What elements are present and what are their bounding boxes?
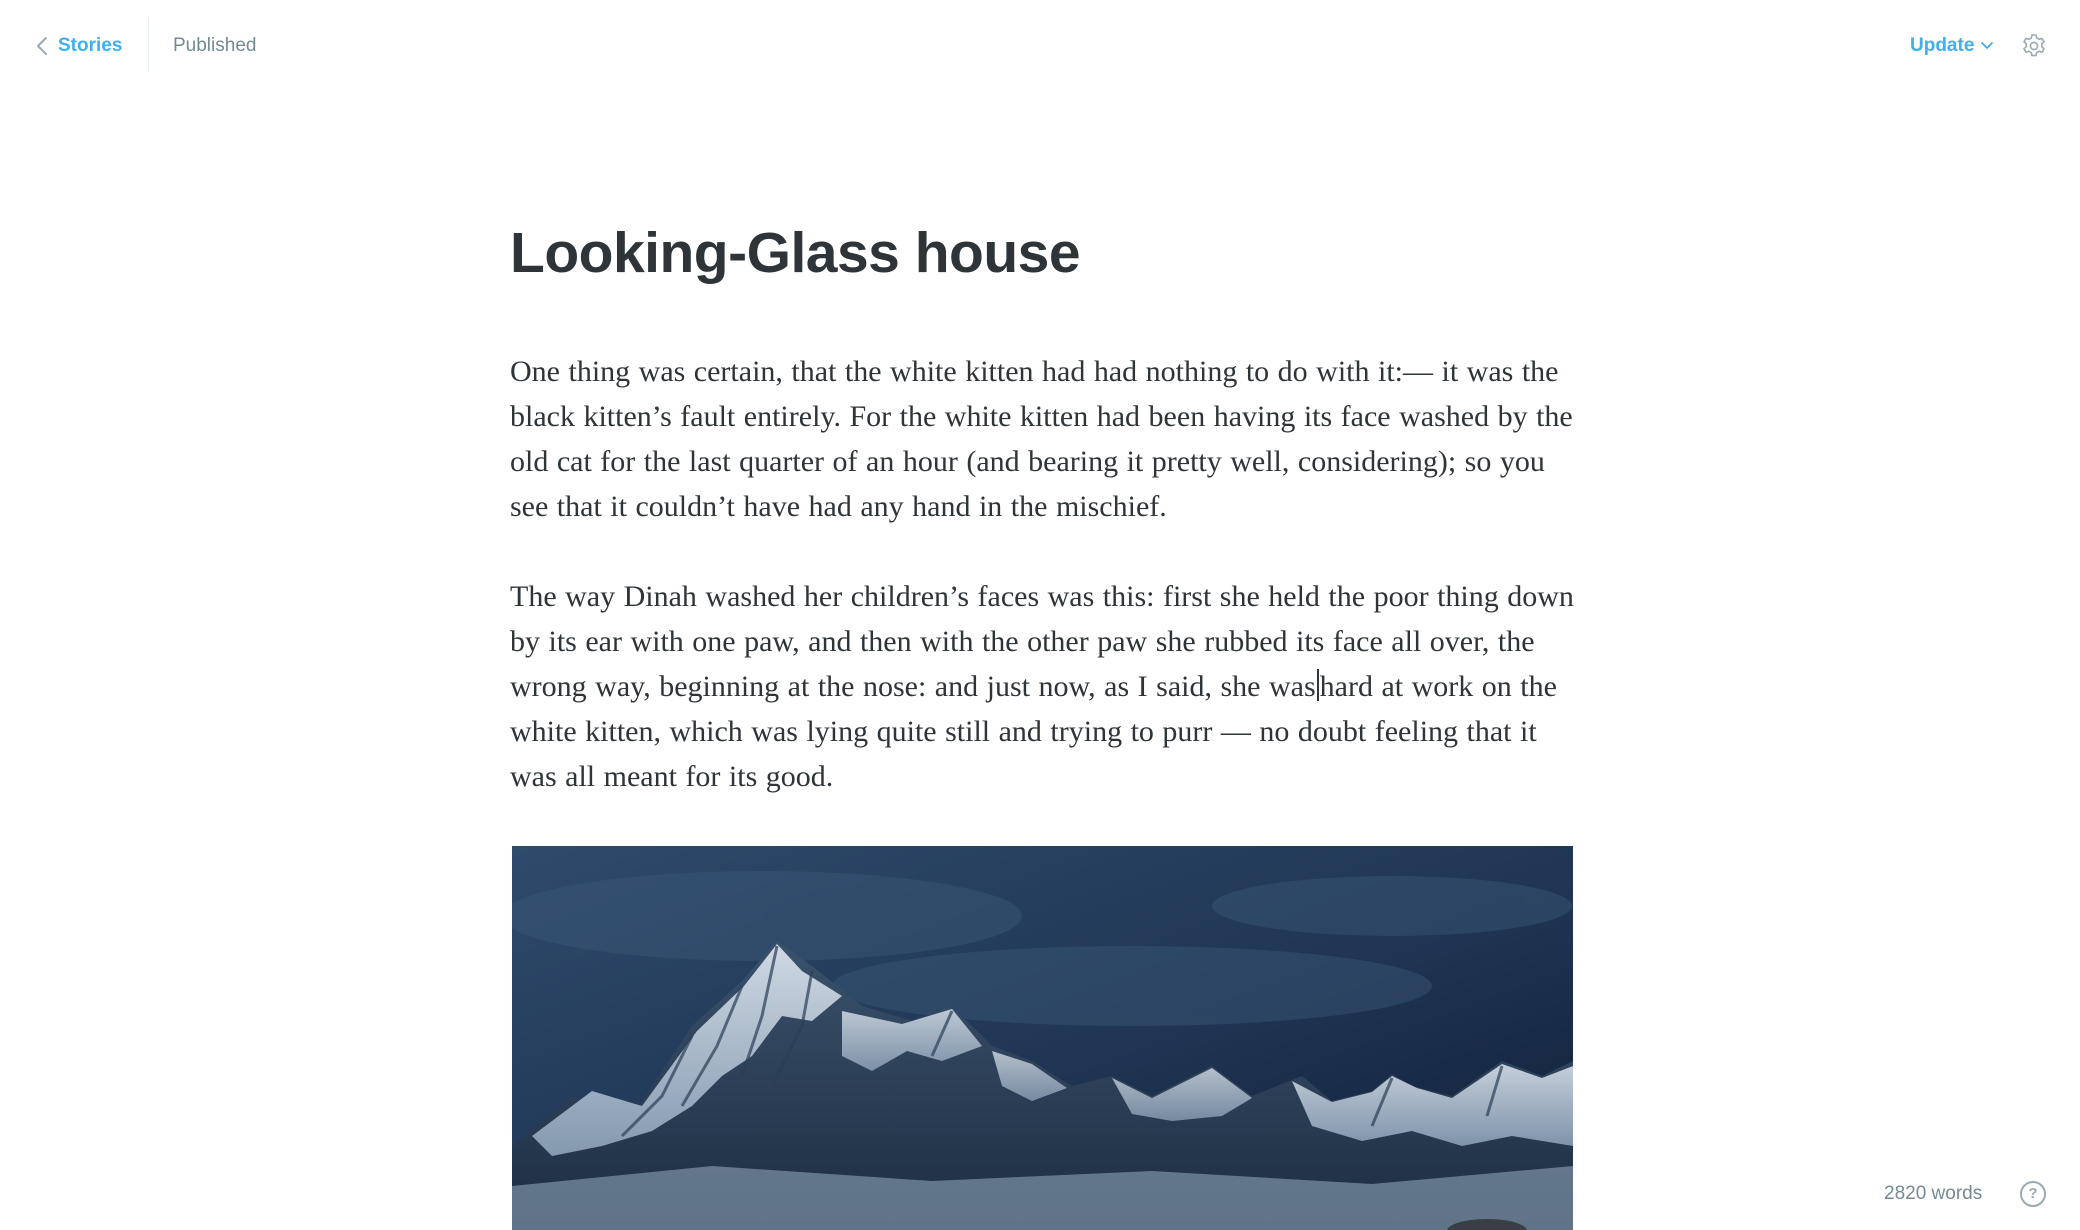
- question-circle-icon: ?: [2020, 1181, 2046, 1207]
- chevron-left-icon: [36, 36, 48, 56]
- word-count: 2820 words: [1884, 1183, 1983, 1204]
- post-paragraph[interactable]: [510, 349, 1580, 529]
- post-body[interactable]: [510, 349, 1580, 799]
- paragraph-text: One thing was certain, that the white kitten had had nothing to do with it:— it was the black kitten’s fault entirely. For the white kitten had been having its face washed by the old cat for the last quarter of an hour (and bearing it pretty well, considering); so you see that it couldn’t have had any hand in the mischief.: [510, 355, 1573, 523]
- text-cursor: [1317, 669, 1319, 701]
- back-to-stories-link[interactable]: [36, 30, 122, 62]
- help-button[interactable]: [2019, 1180, 2047, 1208]
- post-status: Published: [173, 35, 257, 56]
- editor-header: [0, 0, 2080, 90]
- post-title[interactable]: Looking-Glass house: [510, 221, 1081, 285]
- back-link-label: Stories: [58, 35, 123, 56]
- chevron-down-icon: [1980, 41, 1994, 51]
- paragraph-text: The way Dinah washed her children’s faces was this: first she held the poor thing down by its ear with one paw, and then with the other paw she rubbed its face all over, the wrong way, beginning at the nose: and just now, as I said, she was: [510, 580, 1574, 703]
- header-divider: [148, 18, 149, 72]
- mountain-photo: [512, 846, 1573, 1230]
- post-settings-button[interactable]: [2019, 31, 2049, 61]
- post-paragraph[interactable]: [510, 574, 1580, 799]
- update-button-label: Update: [1910, 35, 1975, 56]
- update-dropdown-button[interactable]: [1910, 30, 1994, 62]
- gear-icon: [2021, 33, 2047, 59]
- paragraph-text: hard at work on the white kitten, which was lying quite still and trying to purr — no doubt feeling that it was all meant for its good.: [510, 670, 1557, 793]
- post-editor[interactable]: [510, 215, 1580, 844]
- image-card[interactable]: [512, 846, 1573, 1230]
